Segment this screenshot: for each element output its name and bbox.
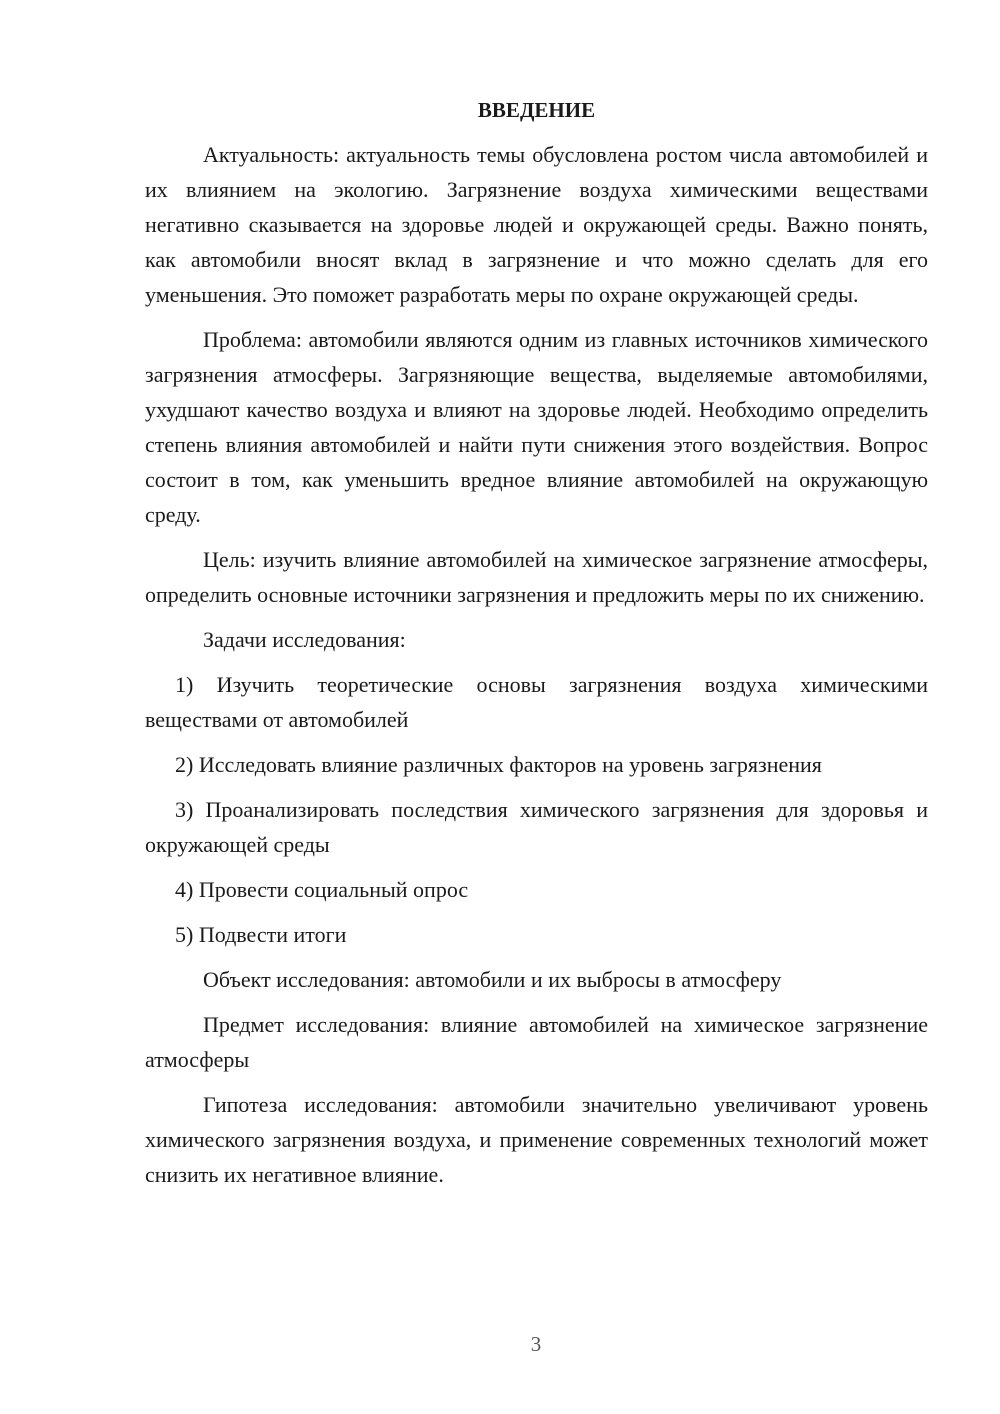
task-item: 3) Проанализировать последствия химического загрязнения для здоровья и окружающей среды [145, 797, 928, 857]
object-paragraph: Объект исследования: автомобили и их выбросы в атмосферу [203, 967, 782, 992]
page-number: 3 [530, 1332, 542, 1356]
section-heading: ВВЕДЕНИЕ [477, 98, 596, 122]
relevance-paragraph: Актуальность: актуальность темы обусловлена ростом числа автомобилей и их влиянием на экологию. Загрязнение воздуха химическими веществами негативно сказывается на здоровье людей и окружающей среды. Важно понять, как автомобили вносят вклад в загрязнение и что можно сделать для его уменьшения. Это поможет разработать меры по охране окружающей среды. [145, 142, 928, 307]
problem-paragraph: Проблема: автомобили являются одним из главных источников химического загрязнения атмосферы. Загрязняющие вещества, выделяемые автомобилями, ухудшают качество воздуха и влияют на здоровье людей. Необходимо определить степень влияния автомобилей и найти пути снижения этого воздействия. Вопрос состоит в том, как уменьшить вредное влияние автомобилей на окружающую среду. [145, 327, 928, 527]
subject-paragraph: Предмет исследования: влияние автомобилей на химическое загрязнение атмосферы [145, 1012, 928, 1072]
task-item: 4) Провести социальный опрос [175, 877, 469, 902]
task-item: 2) Исследовать влияние различных факторов на уровень загрязнения [175, 752, 822, 777]
tasks-title: Задачи исследования: [203, 627, 406, 652]
page-content [145, 95, 928, 1202]
goal-paragraph: Цель: изучить влияние автомобилей на химическое загрязнение атмосферы, определить основные источники загрязнения и предложить меры по их снижению. [145, 547, 928, 607]
task-item: 5) Подвести итоги [175, 922, 347, 947]
hypothesis-paragraph: Гипотеза исследования: автомобили значительно увеличивают уровень химического загрязнения воздуха, и применение современных технологий может снизить их негативное влияние. [145, 1092, 928, 1187]
task-item: 1) Изучить теоретические основы загрязнения воздуха химическими веществами от автомобилей [145, 672, 928, 732]
